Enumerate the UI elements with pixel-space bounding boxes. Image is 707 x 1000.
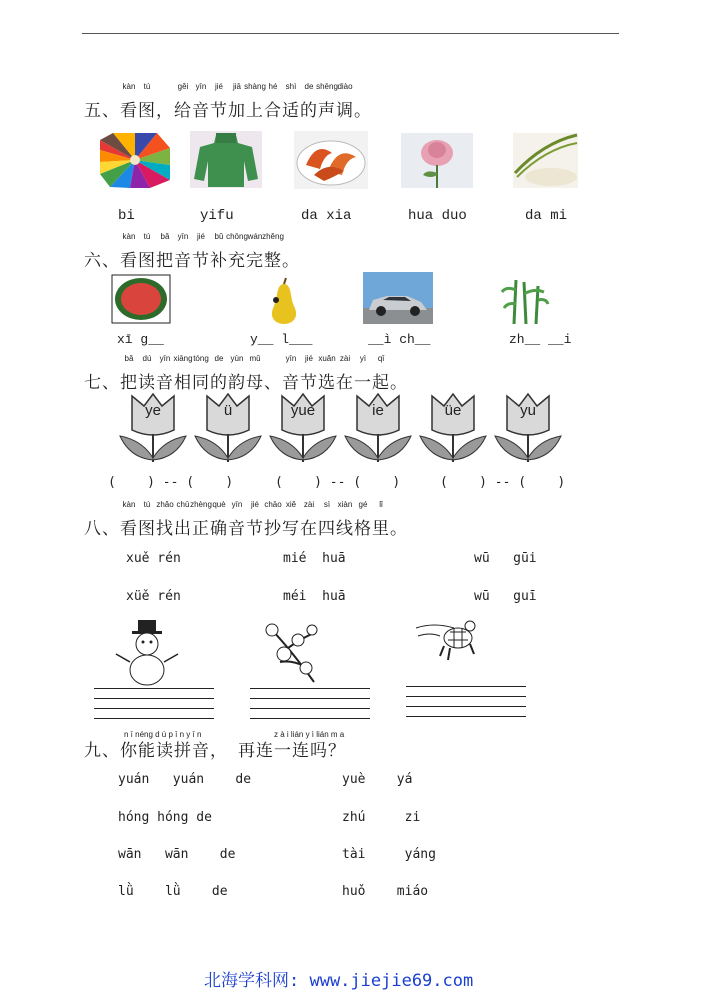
section-7-char: 、 (264, 373, 282, 393)
section-8-pinyin: tú (143, 500, 151, 509)
tulip-label: yu (520, 402, 536, 419)
section-5-char: 给 gěi (174, 82, 192, 121)
turtle-image (414, 614, 480, 670)
section-6-char: 把 bǎ (156, 232, 174, 271)
section-8-char: 正 zhèng (190, 500, 212, 539)
section-5-char: 音 yīn (192, 82, 210, 121)
section-7-pinyin: yīn (159, 354, 171, 363)
section-8-pinyin: jié (250, 500, 260, 509)
section-5-pinyin: jiā (232, 82, 242, 91)
section-8-pinyin: xiàn (337, 500, 353, 509)
section-8-pinyin: què (212, 500, 226, 509)
section-7-pinyin: xuǎn (318, 354, 336, 363)
section-5-pinyin: shēng (316, 82, 338, 91)
section-5-pinyin: diào (337, 82, 353, 91)
section-8-pinyin: zhǎo (156, 500, 174, 509)
pair-2: ( ) -- ( ) (275, 475, 401, 490)
section-5-pinyin: jié (214, 82, 224, 91)
section-7-pinyin: de (214, 354, 224, 363)
label-yali: y__ l___ (250, 332, 313, 347)
section-8-char: 线 xiàn (336, 500, 354, 539)
left-word-1: yuán yuán de (118, 772, 252, 787)
tulip-4 (343, 392, 413, 464)
section-5-char: 调 diào (336, 82, 354, 121)
label-qiche: __ì ch__ (368, 332, 431, 347)
plum-blossom-image (258, 616, 326, 686)
tulip-label: yue (290, 402, 316, 419)
section-7-pinyin: yīn (285, 354, 297, 363)
tulip-label: ye (145, 402, 161, 419)
section-8-pinyin: chāo (264, 500, 282, 509)
section-5-pinyin: hé (268, 82, 278, 91)
section-7-char: 把 bǎ (120, 354, 138, 393)
green-sweater-image (190, 131, 262, 188)
section-7-pinyin: yùn (230, 354, 244, 363)
pear-image (266, 276, 302, 324)
right-word-1: yuè yá (342, 772, 413, 787)
section-8-char: 格 gé (354, 500, 372, 539)
tulip-3 (268, 392, 338, 464)
section-7-char: 读 dú (138, 354, 156, 393)
section-8-pinyin: lǐ (379, 500, 383, 509)
section-7-pinyin: dú (142, 354, 152, 363)
section-7-end: 。 (390, 373, 408, 393)
section-7-pinyin: mǔ (249, 354, 261, 363)
section-5-pinyin: yīn (195, 82, 207, 91)
section-7-char: 同 tóng (192, 354, 210, 393)
section-7-char: 母 mǔ (246, 354, 264, 393)
section-5-heading (84, 82, 372, 121)
section-8-end: 。 (390, 519, 408, 539)
section-8-char: 图 tú (138, 500, 156, 539)
label-xigua: xī g__ (117, 332, 164, 347)
section-5-char: 看 kàn (120, 82, 138, 121)
section-5-char: 加 jiā (228, 82, 246, 121)
tulip-5 (418, 392, 488, 464)
section-7-char: 在 zài (336, 354, 354, 393)
label-huaduo: hua duo (408, 208, 467, 224)
right-word-3: tài yáng (342, 847, 436, 862)
section-5-end: 。 (354, 101, 372, 121)
section-8-char: 看 kàn (120, 500, 138, 539)
label-yifu: yifu (200, 208, 234, 224)
section-8-heading (84, 500, 408, 539)
tulip-label: üe (444, 402, 462, 419)
section-9-pinyin-1: n ī néng d ú p ī n y ī n (124, 730, 202, 739)
section-5-char: 节 jié (210, 82, 228, 121)
section-6-pinyin: kàn (122, 232, 136, 241)
watermelon-image (111, 274, 171, 324)
section-8-pinyin: gé (358, 500, 368, 509)
section-5-char: ， (156, 101, 174, 121)
footer-website[interactable]: 北海学科网: www.jiejie69.com (204, 971, 474, 991)
section-8-char: 在 zài (300, 500, 318, 539)
section-6-char: 音 yīn (174, 232, 192, 271)
section-8-char: 确 què (210, 500, 228, 539)
section-6-pinyin: bǎ (160, 232, 170, 241)
section-7-char: 音 yīn (156, 354, 174, 393)
section-8-char: 出 chū (174, 500, 192, 539)
section-6-pinyin: jié (196, 232, 206, 241)
label-zhuzi: zh__ __i (509, 332, 572, 347)
section-8-char: 音 yīn (228, 500, 246, 539)
colored-pencils-image (100, 133, 170, 188)
section-7-pinyin: bǎ (124, 354, 134, 363)
section-6-heading (84, 232, 300, 271)
section-6-pinyin: tú (143, 232, 151, 241)
option-xueren-2: xüě rén (126, 589, 181, 604)
section-7-char: 一 yì (354, 354, 372, 393)
section-6-char: 节 jié (192, 232, 210, 271)
section-7-heading (84, 354, 408, 393)
section-6-char: 充 chōng (226, 232, 248, 271)
section-8-char: 找 zhǎo (156, 500, 174, 539)
section-8-char: 抄 chāo (264, 500, 282, 539)
section-7-char: 的 de (210, 354, 228, 393)
section-8-pinyin: zài (303, 500, 315, 509)
section-5-pinyin: kàn (122, 82, 136, 91)
pair-3: ( ) -- ( ) (440, 475, 566, 490)
option-meihua-2: méi huā (283, 589, 346, 604)
section-6-char: 图 tú (138, 232, 156, 271)
section-5-char: 图 tú (138, 82, 156, 121)
right-word-4: huǒ miáo (342, 884, 429, 899)
option-xueren-1: xuě rén (126, 551, 181, 566)
section-6-pinyin: bǔ (214, 232, 224, 241)
section-8-pinyin: xiě (285, 500, 297, 509)
section-7-pinyin: qǐ (377, 354, 385, 363)
left-word-4: lǜ lǜ de (118, 884, 228, 899)
section-8-pinyin: sì (323, 500, 331, 509)
section-9-text-1: 你能读拼音， (120, 741, 228, 761)
section-8-pinyin: kàn (122, 500, 136, 509)
four-line-grid-2[interactable] (250, 688, 370, 728)
section-8-char: 里 lǐ (372, 500, 390, 539)
four-line-grid-3[interactable] (406, 686, 526, 726)
section-5-char: 的 de (300, 82, 318, 121)
section-7-pinyin: xiāng (173, 354, 193, 363)
section-8-char: 写 xiě (282, 500, 300, 539)
section-6-end: 。 (282, 251, 300, 271)
shrimp-image (294, 131, 368, 189)
section-7-char: 节 jié (300, 354, 318, 393)
top-rule (82, 33, 619, 34)
section-7-pinyin: yì (359, 354, 367, 363)
section-7-char: 选 xuǎn (318, 354, 336, 393)
pair-1: ( ) -- ( ) (108, 475, 234, 490)
tulip-label: ü (223, 402, 233, 419)
option-wugui-1: wū gūi (474, 551, 537, 566)
section-8-pinyin: yīn (231, 500, 243, 509)
option-meihua-1: mié huā (283, 551, 346, 566)
section-9-num: 九、 (84, 741, 120, 761)
section-8-char: 四 sì (318, 500, 336, 539)
section-6-char: 完 wán (246, 232, 264, 271)
tulip-2 (193, 392, 263, 464)
left-word-3: wān wān de (118, 847, 236, 862)
section-5-pinyin: de (304, 82, 314, 91)
section-9-pinyin-2: z à i lián y ì lián m a (274, 730, 345, 739)
tulip-1 (118, 392, 188, 464)
section-7-char: 起 qǐ (372, 354, 390, 393)
section-5-char: 声 shēng (316, 82, 338, 121)
snowman-image (112, 618, 182, 686)
section-7-char: 相 xiāng (173, 354, 193, 393)
label-daxia: da xia (301, 208, 352, 224)
section-6-pinyin: chōng (226, 232, 248, 241)
section-7-pinyin: tóng (193, 354, 209, 363)
section-5-num: 五、 (84, 101, 120, 121)
section-8-pinyin: chū (176, 500, 190, 509)
label-bi: bi (118, 208, 135, 224)
tulip-6 (493, 392, 563, 464)
section-7-num: 七、 (84, 373, 120, 393)
section-5-char: 适 shì (282, 82, 300, 121)
section-8-char: 节 jié (246, 500, 264, 539)
right-word-2: zhú zi (342, 810, 421, 825)
option-wugui-2: wū guī (474, 589, 537, 604)
section-6-char: 整 zhěng (262, 232, 284, 271)
section-6-num: 六、 (84, 251, 120, 271)
section-9-text-2: 再连一连吗？ (238, 741, 346, 761)
section-6-pinyin: zhěng (262, 232, 284, 241)
section-9-heading (84, 736, 346, 761)
bamboo-image (500, 276, 550, 324)
section-5-pinyin: shàng (244, 82, 266, 91)
section-5-char: 合 hé (264, 82, 282, 121)
section-6-char: 看 kàn (120, 232, 138, 271)
section-8-pinyin: zhèng (190, 500, 212, 509)
tulip-label: ie (372, 402, 384, 419)
section-7-char: 韵 yùn (228, 354, 246, 393)
section-8-num: 八、 (84, 519, 120, 539)
rose-image (401, 133, 473, 188)
section-7-char: 音 yīn (282, 354, 300, 393)
car-image (363, 272, 433, 324)
section-6-pinyin: wán (247, 232, 263, 241)
section-6-char: 补 bǔ (210, 232, 228, 271)
section-5-char: 上 shàng (244, 82, 266, 121)
rice-image (513, 133, 578, 188)
four-line-grid-1[interactable] (94, 688, 214, 728)
section-6-pinyin: yīn (177, 232, 189, 241)
section-7-pinyin: jié (304, 354, 314, 363)
section-5-pinyin: tú (143, 82, 151, 91)
label-dami: da mi (525, 208, 568, 224)
section-5-pinyin: shì (285, 82, 297, 91)
left-word-2: hóng hóng de (118, 810, 212, 825)
section-7-pinyin: zài (339, 354, 351, 363)
section-5-pinyin: gěi (177, 82, 189, 91)
